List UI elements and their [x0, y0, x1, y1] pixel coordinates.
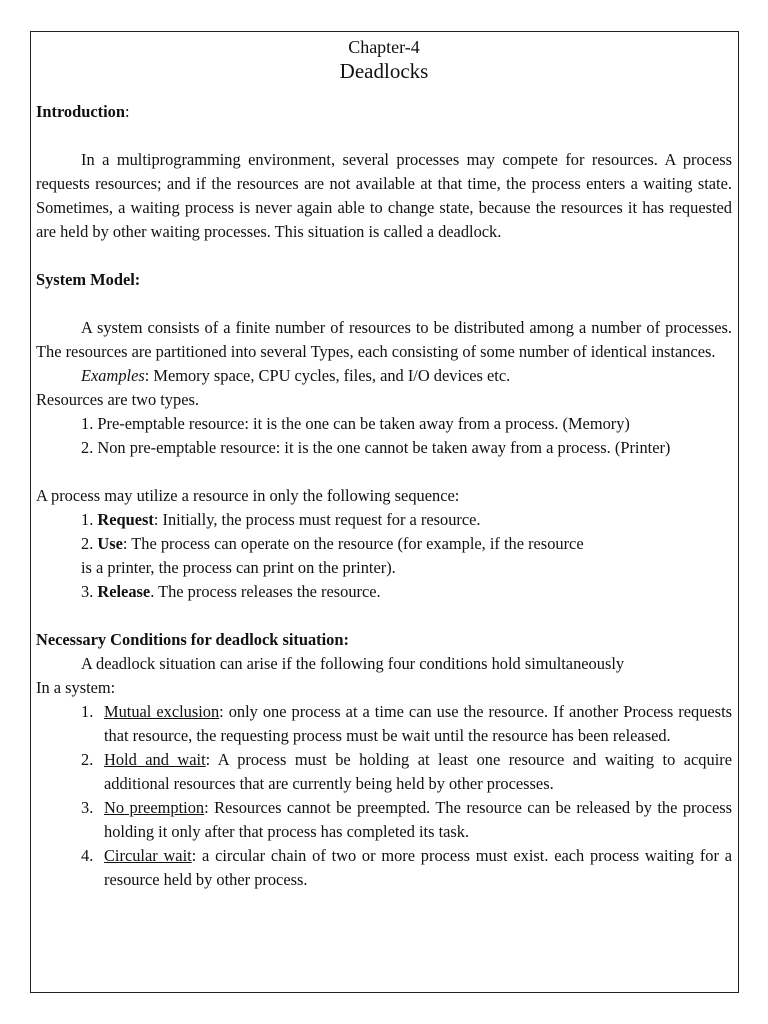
condition-item: [36, 796, 732, 844]
resource-type-item: 1. Pre-emptable resource: it is the one can be taken away from a process. (Memory): [81, 414, 630, 433]
condition-item: [36, 700, 732, 748]
condition-item: [36, 748, 732, 796]
step-text: . The process releases the resource.: [150, 582, 381, 601]
step-text: : Initially, the process must request for a resource.: [153, 510, 481, 529]
condition-number: 4.: [81, 846, 94, 865]
condition-term: Hold and wait: [104, 750, 206, 769]
step-text: : The process can operate on the resource (for example, if the resource: [122, 534, 584, 553]
condition-text: : only one process at a time can use the resource. If another Process requests that resource, the requesting process must be wait until the resource has been released.: [104, 702, 732, 745]
resource-types-intro: Resources are two types.: [36, 390, 199, 409]
introduction-heading-text: Introduction: [36, 102, 125, 121]
system-model-paragraph: A system consists of a finite number of resources to be distributed among a number of processes. The resources are partitioned into several Types, each consisting of some number of identical instances.: [36, 318, 732, 361]
chapter-label: Chapter-4: [348, 37, 420, 57]
conditions-intro: A deadlock situation can arise if the following four conditions hold simultaneously: [81, 654, 625, 673]
examples-label: Examples: [81, 366, 145, 385]
condition-number: 3.: [81, 798, 94, 817]
sequence-step-use: [36, 532, 732, 556]
resource-type-item: 2. Non pre-emptable resource: it is the one cannot be taken away from a process. (Printer): [81, 438, 671, 457]
condition-text: : Resources cannot be preempted. The resource can be released by the process holding it only after that process has completed its task.: [104, 798, 732, 841]
examples-line: [36, 364, 732, 388]
step-number: 1.: [81, 510, 98, 529]
step-term: Request: [97, 510, 154, 529]
condition-term: No preemption: [104, 798, 205, 817]
condition-text: : a circular chain of two or more process must exist. each process waiting for a resource held by other process.: [104, 846, 732, 889]
step-number: 2.: [81, 534, 98, 553]
introduction-heading-colon: :: [124, 102, 130, 121]
condition-term: Mutual exclusion: [104, 702, 220, 721]
sequence-step-use-continuation: is a printer, the process can print on the printer).: [81, 558, 396, 577]
document-title: Deadlocks: [339, 59, 429, 83]
step-number: 3.: [81, 582, 98, 601]
condition-number: 1.: [81, 702, 94, 721]
step-term: Use: [97, 534, 123, 553]
conditions-list: [36, 700, 732, 892]
sequence-intro: A process may utilize a resource in only the following sequence:: [36, 486, 460, 505]
condition-item: [36, 844, 732, 892]
examples-text: : Memory space, CPU cycles, files, and I/O devices etc.: [144, 366, 511, 385]
document-body: [36, 36, 732, 892]
system-model-heading: System Model:: [36, 270, 141, 289]
condition-number: 2.: [81, 750, 94, 769]
condition-text: : A process must be holding at least one resource and waiting to acquire additional resources that are currently being held by other processes.: [104, 750, 732, 793]
conditions-heading: Necessary Conditions for deadlock situation:: [36, 630, 349, 649]
sequence-step-release: [36, 580, 732, 604]
introduction-heading: [36, 100, 732, 124]
conditions-intro-continued: In a system:: [36, 678, 116, 697]
sequence-step-request: [36, 508, 732, 532]
step-term: Release: [97, 582, 151, 601]
condition-term: Circular wait: [104, 846, 192, 865]
introduction-paragraph: In a multiprogramming environment, several processes may compete for resources. A process requests resources; and if the resources are not available at that time, the process enters a waiting state. Sometimes, a waiting process is never again able to change state, because the resources it has requested are held by other waiting processes. This situation is called a deadlock.: [36, 150, 732, 241]
